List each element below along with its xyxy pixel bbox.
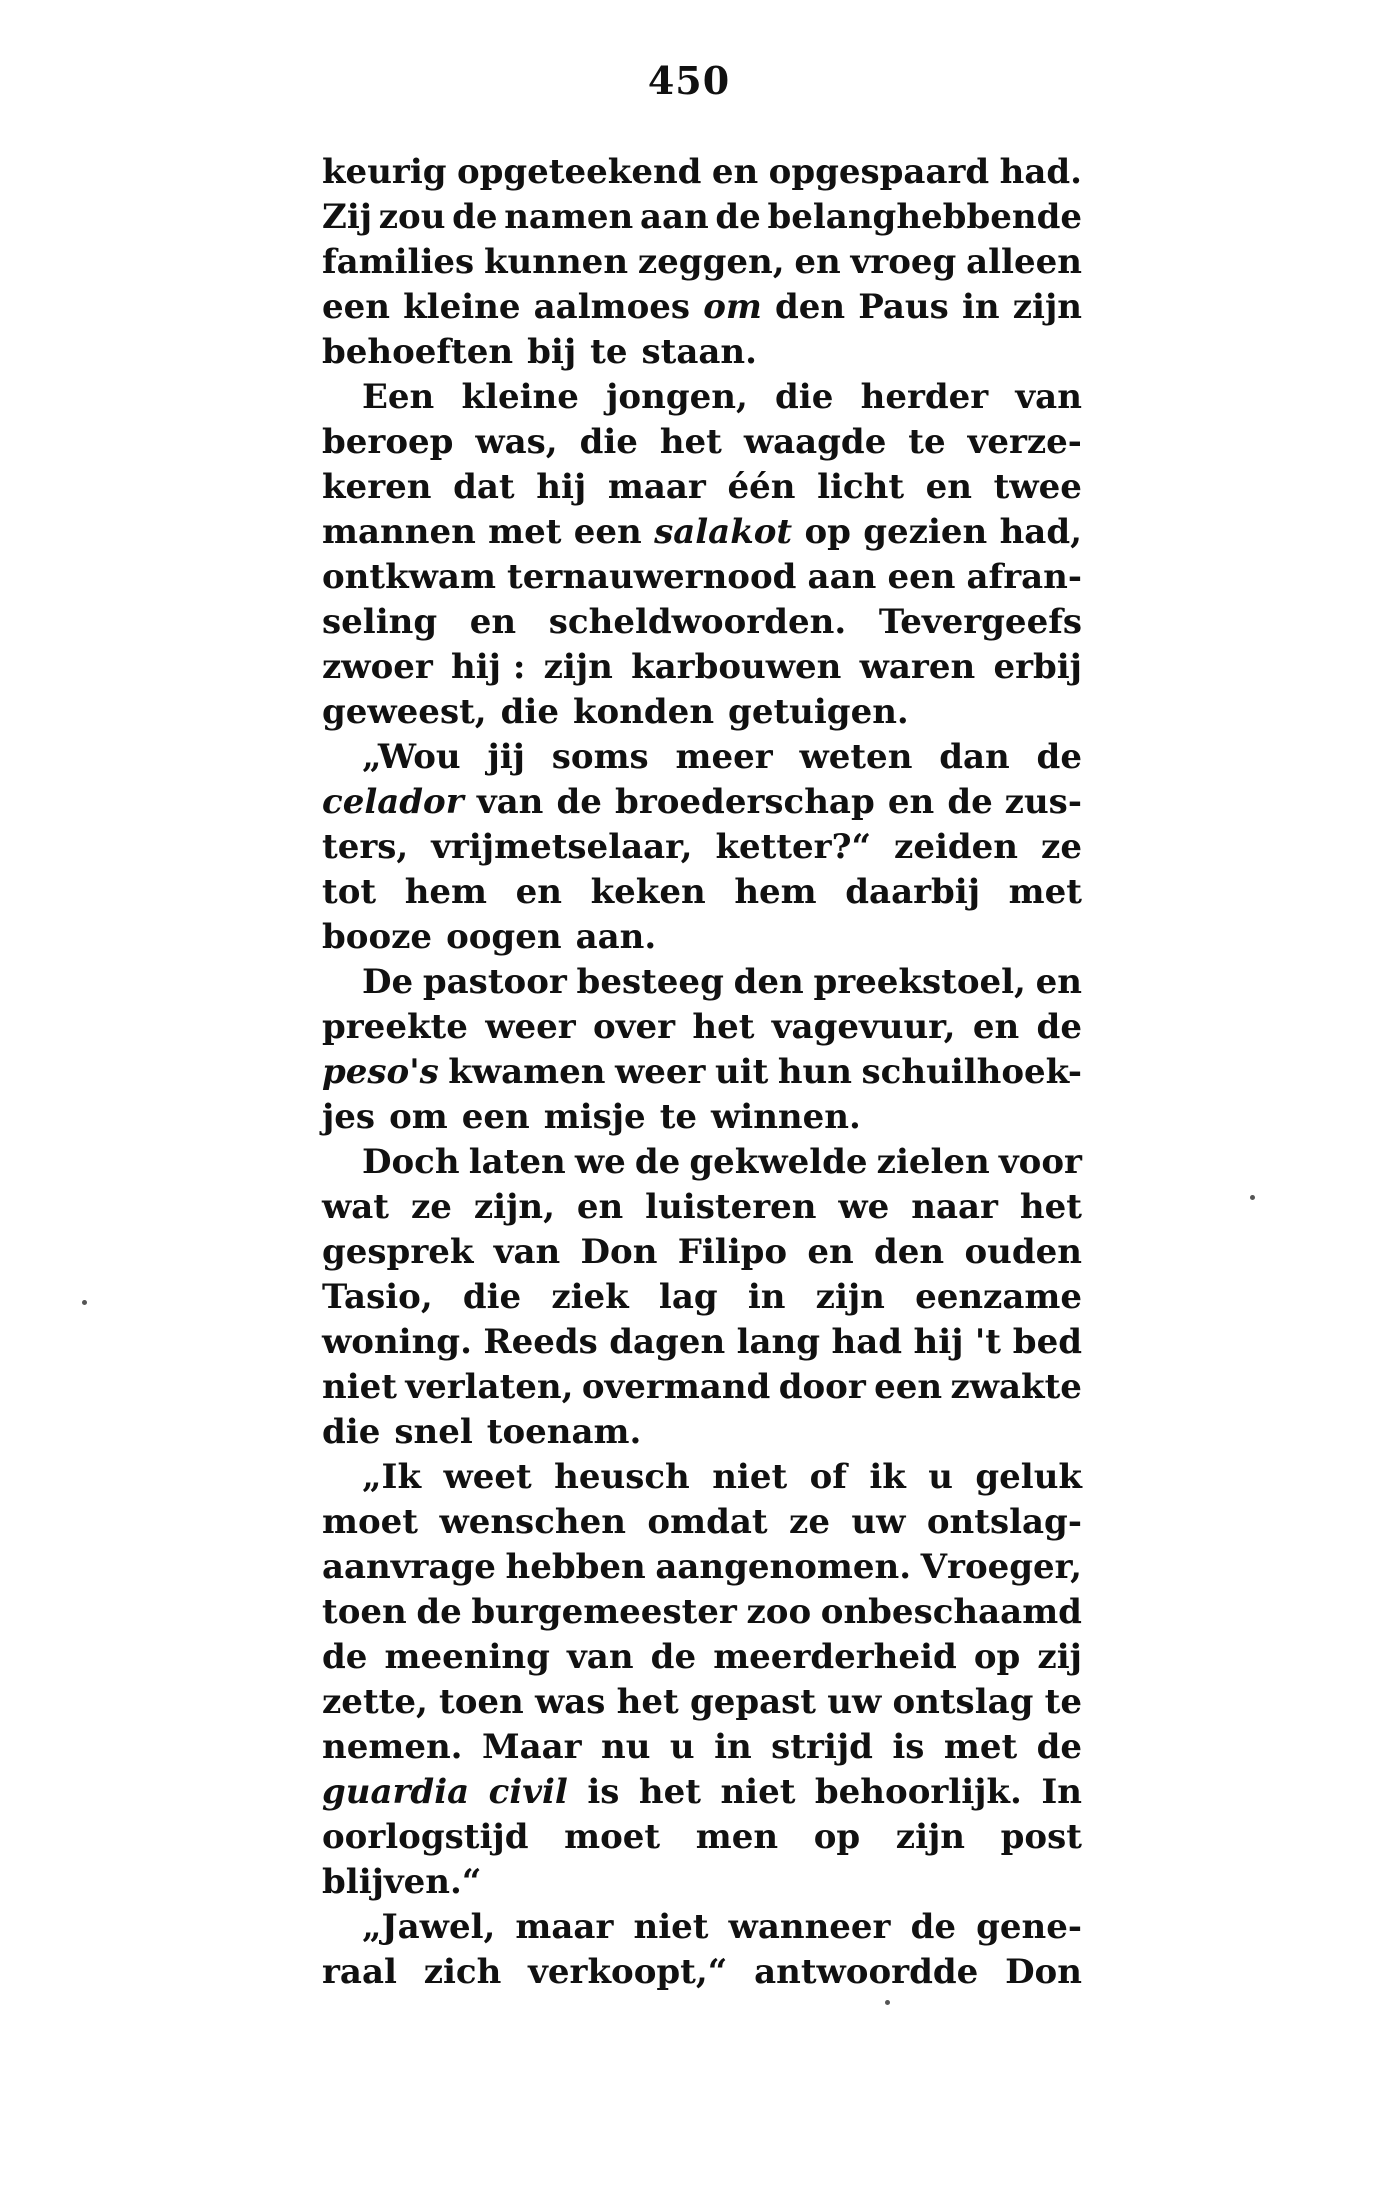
- word: de: [650, 1637, 697, 1677]
- word: zich: [423, 1952, 502, 1992]
- word: salakot: [654, 512, 793, 552]
- text-line: [322, 1545, 1082, 1590]
- word: een: [874, 1367, 943, 1407]
- word: verze-: [967, 422, 1082, 462]
- word: konden: [572, 692, 715, 732]
- word: Vroeger,: [920, 1547, 1082, 1587]
- word: en: [887, 782, 935, 822]
- word: Een: [362, 377, 435, 417]
- word: Tevergeefs: [878, 602, 1082, 642]
- word: antwoordde: [754, 1952, 979, 1992]
- word: zijn: [1012, 287, 1082, 327]
- word: ontslag-: [926, 1502, 1082, 1542]
- text-line: [322, 420, 1082, 465]
- word: maar: [515, 1907, 614, 1947]
- word: keren: [322, 467, 432, 507]
- text-line: [322, 1860, 1082, 1905]
- word: te: [908, 422, 946, 462]
- word: ternauwernood: [507, 557, 797, 597]
- text-line: [322, 1725, 1082, 1770]
- word: beroep: [322, 422, 454, 462]
- word: opgeteekend: [456, 152, 702, 192]
- word: dat: [453, 467, 515, 507]
- word: luisteren: [645, 1187, 817, 1227]
- word: afran-: [966, 557, 1082, 597]
- word: in: [714, 1727, 752, 1767]
- word: ters,: [322, 827, 409, 867]
- text-line: [322, 690, 1082, 735]
- word: van: [493, 1232, 561, 1272]
- word: de: [1036, 1007, 1082, 1047]
- text-line: [322, 915, 1082, 960]
- text-line: [322, 780, 1082, 825]
- word: vrijmetselaar,: [431, 827, 693, 867]
- text-line: [322, 510, 1082, 555]
- word: het: [616, 1682, 679, 1722]
- word: oogen: [446, 917, 562, 957]
- word: zwoer: [322, 647, 433, 687]
- text-line: [322, 1365, 1082, 1410]
- word: alleen: [966, 242, 1082, 282]
- word: lag: [658, 1277, 718, 1317]
- word: had: [831, 1322, 903, 1362]
- word: hebben: [505, 1547, 646, 1587]
- word: keken: [590, 872, 706, 912]
- word: laten: [468, 1142, 566, 1182]
- word: tot: [322, 872, 377, 912]
- word: „Wou: [362, 737, 461, 777]
- word: van: [567, 1637, 634, 1677]
- text-line: [322, 465, 1082, 510]
- word: in: [961, 287, 1000, 327]
- word: gepast: [689, 1682, 817, 1722]
- word: omdat: [647, 1502, 768, 1542]
- word: was,: [475, 422, 558, 462]
- word: waren: [859, 647, 976, 687]
- text-line: [322, 1005, 1082, 1050]
- word: De: [362, 962, 414, 1002]
- word: kleine: [403, 287, 521, 327]
- word: voor: [998, 1142, 1082, 1182]
- word: besteeg: [576, 962, 724, 1002]
- text-line: [322, 1275, 1082, 1320]
- word: „Ik: [362, 1457, 422, 1497]
- word: niet: [633, 1907, 709, 1947]
- text-line: [322, 555, 1082, 600]
- word: uit: [714, 1052, 769, 1092]
- word: belanghebbende: [767, 197, 1082, 237]
- word: erbij: [993, 647, 1082, 687]
- word: toenam.: [486, 1412, 642, 1452]
- word: daarbij: [845, 872, 981, 912]
- word: bij: [527, 332, 577, 372]
- word: één: [727, 467, 796, 507]
- text-line: [322, 1320, 1082, 1365]
- word: weten: [799, 737, 913, 777]
- word: keurig: [322, 152, 447, 192]
- word: weer: [485, 1007, 576, 1047]
- text-line: [322, 1410, 1082, 1455]
- word: wenschen: [439, 1502, 626, 1542]
- ink-speck: [885, 2000, 890, 2005]
- word: niet: [712, 1457, 788, 1497]
- word: ouden: [964, 1232, 1082, 1272]
- word: we: [574, 1142, 626, 1182]
- word: of: [809, 1457, 847, 1497]
- text-line: [322, 330, 1082, 375]
- word: u: [928, 1457, 953, 1497]
- word: de: [1036, 1727, 1082, 1767]
- word: moet: [564, 1817, 661, 1857]
- word: op: [804, 512, 851, 552]
- word: mannen: [322, 512, 476, 552]
- word: herder: [860, 377, 989, 417]
- word: een: [461, 1097, 530, 1137]
- word: snel: [394, 1412, 473, 1452]
- word: lang: [736, 1322, 821, 1362]
- word: winnen.: [711, 1097, 861, 1137]
- text-line: [322, 150, 1082, 195]
- word: niet: [322, 1367, 397, 1407]
- word: opgespaard: [768, 152, 990, 192]
- word: de zus-: [947, 782, 1082, 822]
- text-line: [322, 1905, 1082, 1950]
- word: 't bed: [974, 1322, 1082, 1362]
- word: burgemeester: [471, 1592, 737, 1632]
- text-line: [322, 1050, 1082, 1095]
- word: zou: [378, 197, 446, 237]
- word: de: [634, 1142, 681, 1182]
- word: naar: [911, 1187, 998, 1227]
- word: booze: [322, 917, 433, 957]
- word: en: [1035, 962, 1082, 1002]
- word: op: [813, 1817, 861, 1857]
- text-line: [322, 1140, 1082, 1185]
- text-line: [322, 1680, 1082, 1725]
- word: woning.: [322, 1322, 472, 1362]
- word: het: [692, 1007, 755, 1047]
- word: waagde: [743, 422, 887, 462]
- word: ze: [410, 1187, 452, 1227]
- word: men: [695, 1817, 779, 1857]
- word: hij: [913, 1322, 964, 1362]
- word: aalmoes: [533, 287, 691, 327]
- text-line: [322, 645, 1082, 690]
- word: kleine: [461, 377, 579, 417]
- word: en: [515, 872, 562, 912]
- word: en: [576, 1187, 624, 1227]
- word: civil: [488, 1772, 568, 1812]
- word: die: [579, 422, 638, 462]
- word: wat: [322, 1187, 390, 1227]
- ink-speck: [1250, 1195, 1255, 1200]
- word: we: [838, 1187, 890, 1227]
- word: seling: [322, 602, 438, 642]
- word: u: [669, 1727, 695, 1767]
- word: Reeds: [483, 1322, 598, 1362]
- text-line: [322, 870, 1082, 915]
- word: het: [638, 1772, 701, 1812]
- word: om: [389, 1097, 448, 1137]
- word: verkoopt,“: [528, 1952, 728, 1992]
- word: wanneer: [728, 1907, 891, 1947]
- word: over: [593, 1007, 676, 1047]
- word: guardia: [322, 1772, 470, 1812]
- word: Filipo: [677, 1232, 788, 1272]
- word: den: [874, 1232, 945, 1272]
- word: had.: [999, 152, 1082, 192]
- text-line: [322, 735, 1082, 780]
- word: Tasio,: [322, 1277, 433, 1317]
- text-line: [322, 240, 1082, 285]
- word: geluk: [975, 1457, 1082, 1497]
- word: overmand: [581, 1367, 771, 1407]
- word: met: [488, 512, 562, 552]
- text-line: [322, 1185, 1082, 1230]
- word: zeggen,: [637, 242, 785, 282]
- word: behoorlijk.: [814, 1772, 1022, 1812]
- word: In: [1041, 1772, 1082, 1812]
- word: blijven.“: [322, 1862, 482, 1902]
- text-line: [322, 1500, 1082, 1545]
- word: getuigen.: [728, 692, 909, 732]
- word: Zij: [322, 197, 373, 237]
- word: behoeften: [322, 332, 514, 372]
- word: om: [703, 287, 762, 327]
- word: broederschap: [615, 782, 875, 822]
- word: Don: [1005, 1952, 1082, 1992]
- word: vroeg: [850, 242, 957, 282]
- word: zij: [1037, 1637, 1082, 1677]
- word: is: [892, 1727, 925, 1767]
- word: kwamen: [448, 1052, 606, 1092]
- word: was: [535, 1682, 606, 1722]
- word: weer: [615, 1052, 706, 1092]
- word: gezien: [863, 512, 988, 552]
- word: aangenomen.: [655, 1547, 912, 1587]
- word: niet: [720, 1772, 796, 1812]
- word: licht: [817, 467, 905, 507]
- word: en: [711, 152, 759, 192]
- word: hem: [404, 872, 488, 912]
- word: het: [1019, 1187, 1082, 1227]
- word: in: [747, 1277, 786, 1317]
- word: te: [659, 1097, 698, 1137]
- word: pastoor: [422, 962, 567, 1002]
- word: en: [807, 1232, 854, 1272]
- word: het: [659, 422, 722, 462]
- text-line: [322, 1455, 1082, 1500]
- word: geweest,: [322, 692, 487, 732]
- word: vagevuur,: [771, 1007, 956, 1047]
- word: jes: [322, 1097, 376, 1137]
- word: ze: [789, 1502, 830, 1542]
- body-text: [322, 150, 1082, 1995]
- word: ik: [869, 1457, 906, 1497]
- word: de: [322, 1637, 368, 1677]
- word: karbouwen: [631, 647, 842, 687]
- word: te: [590, 332, 628, 372]
- word: met: [943, 1727, 1018, 1767]
- word: celador: [322, 782, 464, 822]
- word: een: [322, 287, 390, 327]
- word: meer: [675, 737, 773, 777]
- word: soms: [551, 737, 649, 777]
- word: door: [778, 1367, 866, 1407]
- word: van: [1015, 377, 1082, 417]
- word: zwakte: [950, 1367, 1082, 1407]
- text-line: [322, 825, 1082, 870]
- text-line: [322, 1095, 1082, 1140]
- word: preekte: [322, 1007, 468, 1047]
- word: „Jawel,: [362, 1907, 496, 1947]
- text-line: [322, 960, 1082, 1005]
- word: raal: [322, 1952, 397, 1992]
- word: gesprek: [322, 1232, 474, 1272]
- word: en: [794, 242, 841, 282]
- word: ontkwam: [322, 557, 496, 597]
- word: op: [973, 1637, 1021, 1677]
- word: eenzame: [915, 1277, 1082, 1317]
- word: uw: [851, 1502, 906, 1542]
- text-line: [322, 195, 1082, 240]
- word: toen: [322, 1592, 407, 1632]
- word: die: [462, 1277, 522, 1317]
- word: meening: [384, 1637, 550, 1677]
- word: moet: [322, 1502, 418, 1542]
- word: Maar: [481, 1727, 582, 1767]
- word: Doch: [362, 1142, 460, 1182]
- text-line: [322, 1815, 1082, 1860]
- word: en: [925, 467, 973, 507]
- word: aanvrage: [322, 1547, 496, 1587]
- word: ontslag: [892, 1682, 1034, 1722]
- word: een: [573, 512, 642, 552]
- ink-speck: [82, 1300, 87, 1305]
- word: de: [1036, 737, 1082, 777]
- word: hun: [777, 1052, 852, 1092]
- word: families: [322, 242, 475, 282]
- word: en: [469, 602, 517, 642]
- word: zoo: [746, 1592, 812, 1632]
- word: verlaten,: [405, 1367, 574, 1407]
- word: uw: [827, 1682, 882, 1722]
- word: de: [556, 782, 602, 822]
- word: zijn: [895, 1817, 966, 1857]
- word: dagen: [609, 1322, 726, 1362]
- word: gene-: [976, 1907, 1082, 1947]
- word: strijd: [771, 1727, 873, 1767]
- word: zette,: [322, 1682, 428, 1722]
- word: met: [1008, 872, 1082, 912]
- word: is: [587, 1772, 620, 1812]
- word: aan.: [575, 917, 657, 957]
- word: de: [910, 1907, 956, 1947]
- word: misje: [543, 1097, 646, 1137]
- word: staan.: [641, 332, 757, 372]
- word: twee: [993, 467, 1082, 507]
- word: zijn: [815, 1277, 885, 1317]
- word: jongen,: [606, 377, 748, 417]
- word: ziek: [551, 1277, 629, 1317]
- word: die: [322, 1412, 381, 1452]
- word: schuilhoek-: [861, 1052, 1082, 1092]
- word: zielen: [876, 1142, 990, 1182]
- word: zijn: [543, 647, 613, 687]
- word: toen: [439, 1682, 524, 1722]
- word: aan: [807, 557, 877, 597]
- word: had,: [999, 512, 1082, 552]
- word: dan: [939, 737, 1010, 777]
- word: de: [715, 197, 761, 237]
- word: meerderheid: [713, 1637, 957, 1677]
- word: en: [972, 1007, 1020, 1047]
- word: namen: [504, 197, 634, 237]
- word: kunnen: [483, 242, 629, 282]
- word: scheldwoorden.: [548, 602, 847, 642]
- word: hij: [536, 467, 587, 507]
- word: aan: [639, 197, 709, 237]
- word: maar: [607, 467, 706, 507]
- word: ketter?“: [715, 827, 872, 867]
- word: preekstoel,: [813, 962, 1026, 1002]
- word: ze: [1041, 827, 1082, 867]
- word: een: [887, 557, 956, 597]
- text-line: [322, 1590, 1082, 1635]
- word: weet: [443, 1457, 532, 1497]
- text-line: [322, 1770, 1082, 1815]
- word: gekwelde: [689, 1142, 868, 1182]
- word: Don: [580, 1232, 658, 1272]
- word: post: [1000, 1817, 1082, 1857]
- word: te: [1044, 1682, 1082, 1722]
- word: nemen.: [322, 1727, 463, 1767]
- word: oorlogstijd: [322, 1817, 529, 1857]
- text-line: [322, 1230, 1082, 1275]
- text-line: [322, 1635, 1082, 1680]
- word: die: [775, 377, 834, 417]
- text-line: [322, 1950, 1082, 1995]
- word: den: [774, 287, 846, 327]
- word: zeiden: [894, 827, 1019, 867]
- page-number: 450: [647, 58, 731, 103]
- word: de: [452, 197, 498, 237]
- word: van: [476, 782, 544, 822]
- word: jij: [487, 737, 525, 777]
- text-line: [322, 600, 1082, 645]
- word: die: [500, 692, 559, 732]
- text-line: [322, 285, 1082, 330]
- word: heusch: [554, 1457, 690, 1497]
- word: hij :: [451, 647, 526, 687]
- word: nu: [601, 1727, 651, 1767]
- text-line: [322, 375, 1082, 420]
- word: Paus: [858, 287, 949, 327]
- word: hem: [734, 872, 817, 912]
- word: onbeschaamd: [820, 1592, 1082, 1632]
- word: zijn,: [473, 1187, 555, 1227]
- word: de: [416, 1592, 462, 1632]
- word: peso's: [322, 1052, 439, 1092]
- word: den: [733, 962, 804, 1002]
